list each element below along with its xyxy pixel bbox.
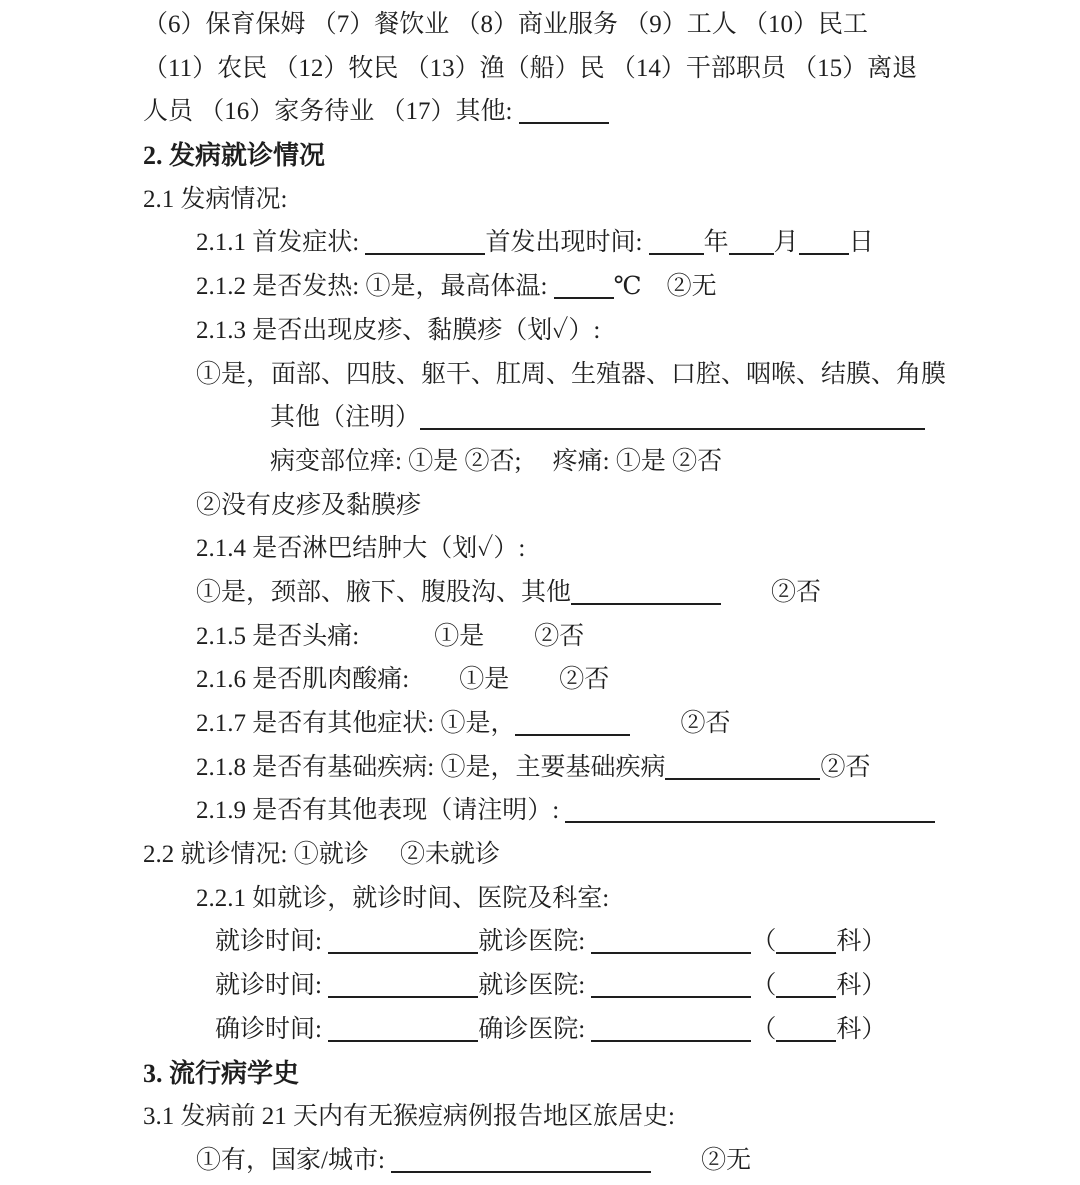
text-segment: ②没有皮疹及黏膜疹 [196,491,422,519]
fill-in-blank [729,251,774,255]
text-segment: （11）农民 （12）牧民 （13）渔（船）民 （14）干部职员 （15）离退 [143,54,918,82]
form-line [0,484,1080,528]
form-line [0,396,1080,440]
text-segment: ②否 [721,578,822,606]
text-segment: 科） [836,928,887,956]
fill-in-blank [328,950,478,954]
text-segment: 2.1.7 是否有其他症状: ①是， [196,710,516,737]
form-line [0,746,1080,790]
form-line [0,178,1080,222]
text-segment: （6）保育保姆 （7）餐饮业 （8）商业服务 （9）工人 （10）民工 [143,11,869,38]
fill-in-blank [554,295,614,299]
form-line [0,47,1080,91]
section-heading [0,134,1080,178]
form-line [0,3,1080,47]
fill-in-blank [591,950,751,954]
form-line [0,265,1080,309]
form-line [0,440,1080,484]
fill-in-blank [776,1038,836,1042]
section-heading [0,1052,1080,1096]
fill-in-blank [565,819,935,823]
form-line [0,221,1080,265]
fill-in-blank [776,994,836,998]
text-segment: 2.1.4 是否淋巴结肿大（划✓）: [196,535,526,563]
text-segment: 2.1.2 是否发热: ①是，最高体温: [196,273,554,301]
text-segment: ①是，面部、四肢、躯干、肛周、生殖器、口腔、咽喉、结膜、角膜 [196,360,947,388]
text-segment: 其他（注明） [270,404,421,432]
text-segment: ①是，颈部、腋下、腹股沟、其他 [196,578,572,606]
text-segment: 就诊时间: [215,928,329,956]
text-segment: ②否 [820,753,871,781]
text-segment: （ [751,928,777,956]
text-segment: ②否 [630,710,731,737]
text-segment: ①有，国家/城市: [196,1146,392,1174]
fill-in-blank [391,1169,651,1173]
text-segment: 人员 （16）家务待业 （17）其他: [143,98,519,126]
text-segment: 2.2.1 如就诊，就诊时间、医院及科室: [196,884,610,912]
text-segment: 就诊时间: [215,972,329,1000]
text-segment: ②无 [651,1146,752,1174]
text-segment: （ [751,1015,777,1043]
text-segment: 3.1 发病前 21 天内有无猴痘病例报告地区旅居史: [143,1103,675,1131]
form-line [0,789,1080,833]
fill-in-blank [365,251,485,255]
form-line [0,964,1080,1008]
text-segment: 2.1 发病情况: [143,185,288,213]
text-segment: 2.1.8 是否有基础疾病: ①是，主要基础疾病 [196,753,666,781]
fill-in-blank [515,732,630,736]
fill-in-blank [328,1038,478,1042]
text-segment: 科） [836,972,887,1000]
text-segment: 首发出现时间: [485,229,649,257]
form-line [0,920,1080,964]
fill-in-blank [776,950,836,954]
text-segment: 科） [836,1015,887,1043]
text-segment: 2.1.6 是否肌肉酸痛: ①是 ②否 [196,666,610,694]
fill-in-blank [649,251,704,255]
text-segment: 日 [848,229,874,257]
text-segment: 确诊医院: [478,1015,592,1043]
text-segment: 2.1.1 首发症状: [196,229,366,257]
form-line [0,877,1080,921]
form-line [0,658,1080,702]
text-segment: 3. 流行病学史 [143,1058,300,1088]
form-line [0,90,1080,134]
form-line [0,571,1080,615]
form-line [0,1008,1080,1052]
fill-in-blank [420,426,925,430]
form-line [0,353,1080,397]
form-line [0,309,1080,353]
fill-in-blank [328,994,478,998]
form-line [0,702,1080,746]
text-segment: 2.1.5 是否头痛: ①是 ②否 [196,622,585,650]
fill-in-blank [799,251,849,255]
text-segment: 病变部位痒: ①是 ②否; 疼痛: ①是 ②否 [270,447,723,475]
text-segment: 就诊医院: [478,928,592,956]
questionnaire-body [0,3,1080,1183]
fill-in-blank [571,601,721,605]
form-line [0,527,1080,571]
text-segment: 2. 发病就诊情况 [143,141,326,171]
fill-in-blank [591,994,751,998]
text-segment: ℃ ②无 [613,273,717,301]
form-line [0,833,1080,877]
text-segment: 2.2 就诊情况: ①就诊 ②未就诊 [143,841,500,869]
fill-in-blank [519,120,609,124]
text-segment: （ [751,972,777,1000]
form-line [0,615,1080,659]
text-segment: 确诊时间: [215,1015,329,1043]
text-segment: 2.1.9 是否有其他表现（请注明）: [196,797,566,825]
text-segment: 年 [703,229,729,257]
fill-in-blank [665,776,820,780]
fill-in-blank [591,1038,751,1042]
form-line [0,1095,1080,1139]
form-line [0,1139,1080,1183]
text-segment: 就诊医院: [478,972,592,1000]
text-segment: 月 [773,229,799,257]
text-segment: 2.1.3 是否出现皮疹、黏膜疹（划✓）: [196,316,601,344]
